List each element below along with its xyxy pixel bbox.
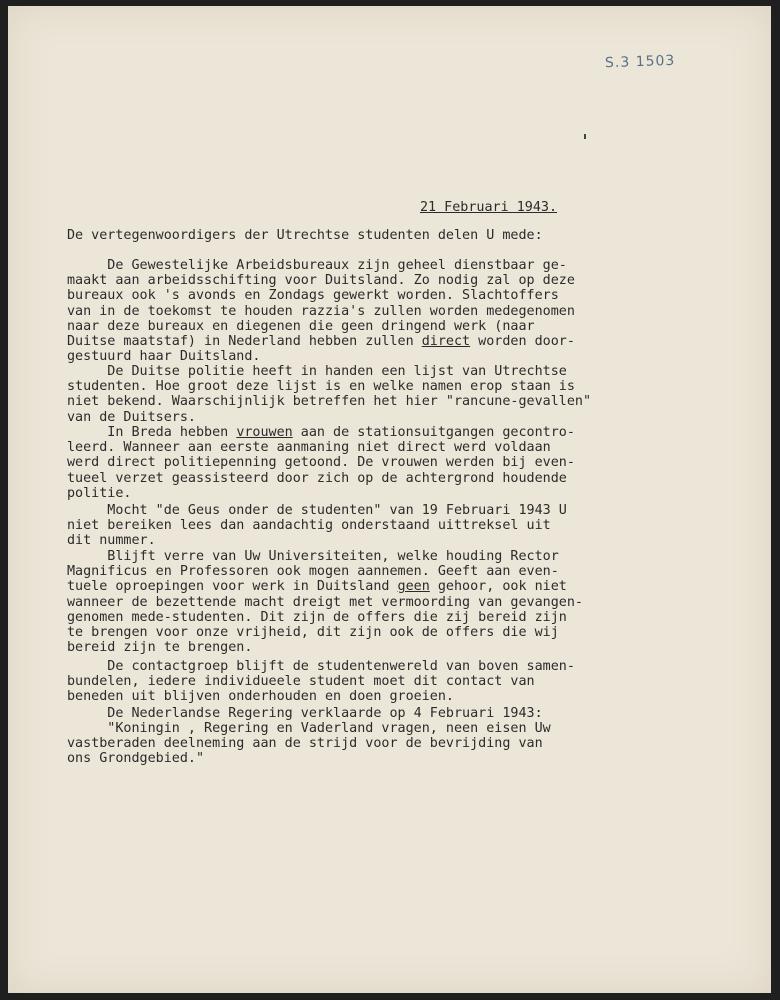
paragraph-6 — [67, 659, 575, 705]
paragraph-5 — [67, 549, 583, 655]
text-line: studenten. Hoe groot deze lijst is en welke namen erop staan is — [67, 379, 575, 395]
text-line: De Nederlandse Regering verklaarde op 4 Februari 1943: — [67, 706, 543, 721]
text-line: wanneer de bezettende macht dreigt met vermoording van gevangen- — [67, 594, 583, 610]
text-line: tuele oproepingen voor werk in Duitsland — [67, 579, 398, 595]
text-line: In Breda hebben — [67, 425, 237, 440]
text-line: beneden uit blijven onderhouden en doen groeien. — [67, 689, 454, 705]
text-line: De Duitse politie heeft in handen een lijst van Utrechtse — [67, 364, 567, 379]
text-line: naar deze bureaux en diegenen die geen dringend werk (naar — [67, 318, 535, 334]
text-line: te brengen voor onze vrijheid, dit zijn ook de offers die wij — [67, 625, 559, 641]
paragraph-1 — [67, 258, 575, 364]
text-line: vastberaden deelneming aan de strijd voor de bevrijding van — [67, 736, 543, 752]
text-line: politie. — [67, 485, 132, 501]
text-line: van in de toekomst te houden razzia's zullen worden medegenomen — [67, 303, 575, 319]
text-line: worden door- — [470, 334, 575, 350]
text-line: werd direct politiepenning getoond. De vrouwen werden bij even- — [67, 455, 575, 471]
salutation: De vertegenwoordigers der Utrechtse studenten delen U mede: — [67, 228, 543, 243]
text-line: gestuurd haar Duitsland. — [67, 349, 261, 365]
underlined-word: direct — [421, 334, 471, 350]
document-date: 21 Februari 1943. — [420, 200, 558, 215]
text-line: bereid zijn te brengen. — [67, 640, 253, 656]
text-line: niet bekend. Waarschijnlijk betreffen het hier "rancune-gevallen" — [67, 394, 592, 410]
text-line: gehoor, ook niet — [429, 579, 567, 595]
paragraph-3 — [67, 425, 575, 501]
text-line: De Gewestelijke Arbeidsbureaux zijn geheel dienstbaar ge- — [67, 258, 567, 273]
text-line: Mocht "de Geus onder de studenten" van 19 Februari 1943 U — [67, 503, 567, 518]
text-line: van de Duitsers. — [67, 409, 196, 425]
text-line: niet bereiken lees dan aandachtig onderstaand uittreksel uit — [67, 518, 551, 534]
text-line: ons Grondgebied." — [67, 751, 205, 767]
text-line: tueel verzet geassisteerd door zich op de achtergrond houdende — [67, 470, 567, 486]
ink-mark — [584, 134, 586, 139]
text-line: dit nummer. — [67, 533, 156, 549]
text-line: leerd. Wanneer aan eerste aanmaning niet direct werd voldaan — [67, 440, 551, 456]
text-line: De contactgroep blijft de studentenwereld van boven samen- — [67, 659, 575, 674]
underlined-word: geen — [397, 579, 430, 595]
text-line: "Koningin , Regering en Vaderland vragen, neen eisen Uw — [67, 721, 551, 736]
text-line: maakt aan arbeidsschifting voor Duitsland. Zo nodig zal op deze — [67, 273, 575, 289]
paragraph-2 — [67, 364, 591, 425]
text-line: aan de stationsuitgangen gecontro- — [292, 425, 575, 440]
text-line: Blijft verre van Uw Universiteiten, welke houding Rector — [67, 549, 559, 564]
quote-paragraph — [67, 721, 551, 767]
paragraph-7 — [67, 706, 543, 721]
text-line: Magnificus en Professoren ook mogen aannemen. Geeft aan even- — [67, 564, 559, 580]
text-line: Duitse maatstaf) in Nederland hebben zullen — [67, 334, 422, 350]
archive-mark: S.3 1503 — [604, 52, 676, 72]
text-line: bureaux ook 's avonds en Zondags gewerkt worden. Slachtoffers — [67, 288, 559, 304]
text-line: bundelen, iedere individueele student moet dit contact van — [67, 674, 535, 690]
text-line: genomen mede-studenten. Dit zijn de offers die zij bereid zijn — [67, 609, 567, 625]
underlined-word: vrouwen — [236, 425, 293, 440]
paragraph-4 — [67, 503, 567, 549]
